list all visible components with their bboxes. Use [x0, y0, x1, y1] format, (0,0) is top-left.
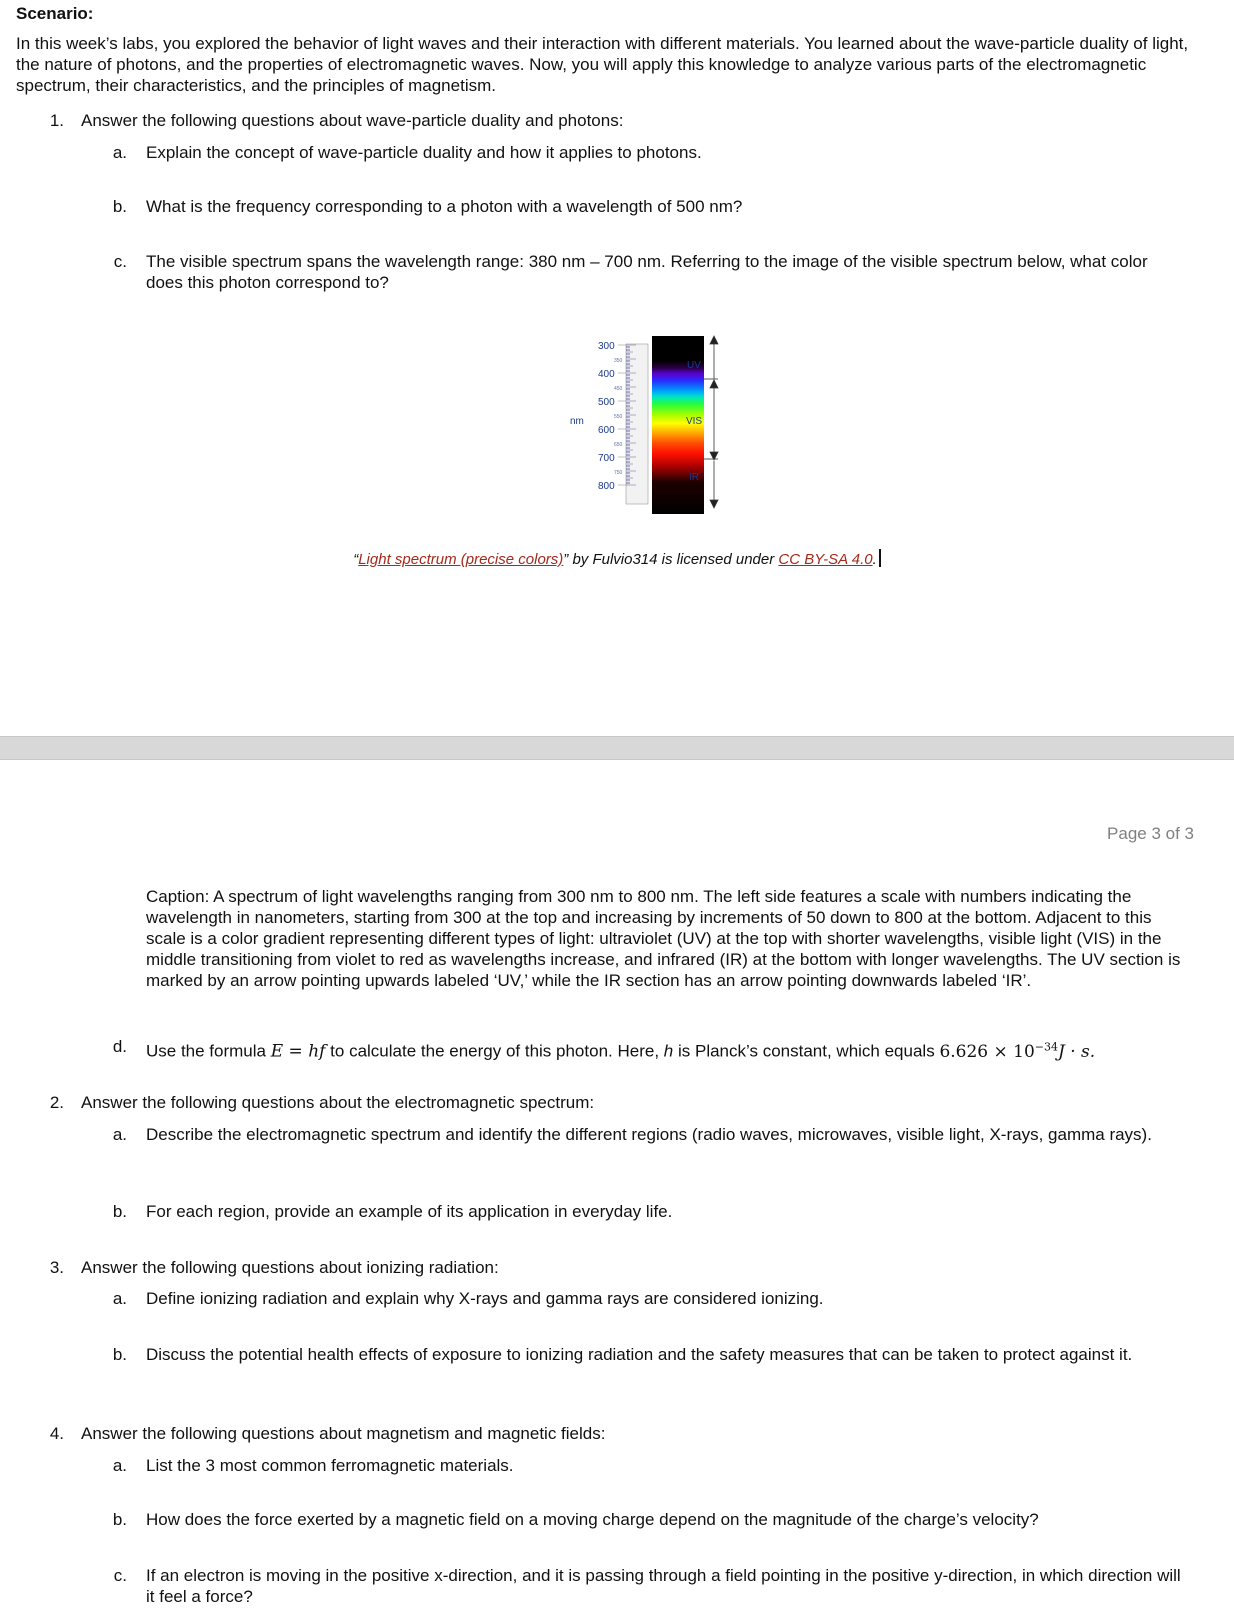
tick-label-600: 600: [598, 425, 615, 436]
q4b-text: How does the force exerted by a magnetic field on a moving charge depend on the magnitude of the charge’s velocity?: [146, 1510, 1039, 1529]
q1a-text: Explain the concept of wave-particle duality and how it applies to photons.: [146, 143, 702, 162]
q4b-letter: b.: [112, 1510, 127, 1529]
q3b-letter: b.: [112, 1345, 127, 1364]
tick-label-350: 350: [614, 358, 623, 364]
q4a-text: List the 3 most common ferromagnetic materials.: [146, 1456, 514, 1475]
attribution-license-link[interactable]: CC BY-SA 4.0: [778, 551, 873, 568]
q1d-formula: E = hf: [270, 1041, 326, 1062]
q4-text: Answer the following questions about magnetism and magnetic fields:: [81, 1424, 606, 1443]
q3b-text: Discuss the potential health effects of exposure to ionizing radiation and the safety measures that can be taken to protect against it.: [146, 1345, 1133, 1364]
tick-label-550: 550: [614, 414, 623, 420]
q3a-letter: a.: [112, 1289, 127, 1308]
spectrum-figure: [570, 336, 750, 526]
ir-arrow-down-icon: [710, 500, 718, 508]
q1d-text: [146, 1036, 1186, 1063]
attribution-open-quote: “: [353, 551, 359, 568]
page-separator: [0, 736, 1234, 760]
q1d-constant: $6.626 \times 10^{-34}J \cdot s$.: [939, 1040, 1096, 1062]
tick-label-750: 750: [614, 470, 623, 476]
attribution-title-link[interactable]: Light spectrum (precise colors): [358, 551, 564, 568]
tick-label-700: 700: [598, 453, 615, 464]
attribution-mid: ” by Fulvio314 is licensed under: [563, 551, 779, 568]
vis-arrow-up-icon: [710, 380, 718, 388]
spectrum-svg: [570, 336, 750, 526]
tick-label-400: 400: [598, 369, 615, 380]
q1c-letter: c.: [113, 252, 127, 271]
uv-arrow-up-icon: [710, 336, 718, 344]
tick-label-500: 500: [598, 397, 615, 408]
q1c-text: The visible spectrum spans the wavelength range: 380 nm – 700 nm. Referring to the image of the visible spectrum below, what color does this photon correspond to?: [146, 252, 1148, 292]
q1d-text-after: to calculate the energy of this photon. Here,: [330, 1041, 660, 1061]
q4c-text: If an electron is moving in the positive x-direction, and it is passing through a field pointing in the positive y-direction, in which direction will it feel a force?: [146, 1566, 1181, 1606]
q2b-letter: b.: [112, 1202, 127, 1221]
ruler-strip: [626, 344, 648, 504]
figure-caption: Caption: A spectrum of light wavelengths ranging from 300 nm to 800 nm. The left side features a scale with numbers indicating the wavelength in nanometers, starting from 300 at the top and increasing by increments of 50 down to 800 at the bottom. Adjacent to this scale is a color gradient representing different types of light: ultraviolet (UV) at the top with shorter wavelengths, visible light (VIS) in the middle transitioning from violet to red as wavelengths increase, and infrared (IR) at the bottom with longer wavelengths. The UV section is marked by an arrow pointing upwards labeled ‘UV,’ while the IR section has an arrow pointing downwards labeled ‘IR’.: [146, 887, 1181, 990]
attribution-end: .: [872, 551, 877, 568]
q1d-h-symbol: h: [663, 1041, 674, 1061]
q1-text: Answer the following questions about wave-particle duality and photons:: [81, 111, 624, 130]
figure-attribution: [0, 549, 1234, 570]
q1d-letter: d.: [112, 1037, 127, 1056]
q1-number: 1.: [49, 111, 64, 130]
page-number: Page 3 of 3: [1107, 824, 1194, 843]
tick-label-650: 650: [614, 442, 623, 448]
q1b-text: What is the frequency corresponding to a photon with a wavelength of 500 nm?: [146, 197, 743, 216]
q1b-letter: b.: [112, 197, 127, 216]
q2-text: Answer the following questions about the electromagnetic spectrum:: [81, 1093, 595, 1112]
q4a-letter: a.: [112, 1456, 127, 1475]
q3-number: 3.: [49, 1258, 64, 1277]
q1a-letter: a.: [112, 143, 127, 162]
tick-label-300: 300: [598, 341, 615, 352]
tick-label-800: 800: [598, 481, 615, 492]
tick-label-450: 450: [614, 386, 623, 392]
q1d-text-before: Use the formula: [146, 1041, 266, 1061]
q4c-letter: c.: [113, 1566, 127, 1585]
q3-text: Answer the following questions about ionizing radiation:: [81, 1258, 499, 1277]
text-cursor: [879, 549, 881, 567]
q2a-text: Describe the electromagnetic spectrum and identify the different regions (radio waves, microwaves, visible light, X-rays, gamma rays).: [146, 1125, 1152, 1144]
unit-label: nm: [570, 416, 584, 427]
q2b-text: For each region, provide an example of its application in everyday life.: [146, 1202, 673, 1221]
scenario-intro: In this week’s labs, you explored the behavior of light waves and their interaction with different materials. You learned about the wave-particle duality of light, the nature of photons, and the properties of electromagnetic waves. Now, you will apply this knowledge to analyze various parts of the electromagnetic spectrum, their characteristics, and the principles of magnetism.: [16, 34, 1189, 95]
region-label-vis: VIS: [685, 416, 703, 427]
q2a-letter: a.: [112, 1125, 127, 1144]
region-label-uv: UV: [687, 360, 701, 371]
q3a-text: Define ionizing radiation and explain why X-rays and gamma rays are considered ionizing.: [146, 1289, 824, 1308]
q1d-text-after2: is Planck’s constant, which equals: [677, 1041, 935, 1061]
region-label-ir: IR: [689, 472, 699, 483]
q2-number: 2.: [49, 1093, 64, 1112]
scenario-heading: Scenario:: [16, 4, 94, 23]
q4-number: 4.: [49, 1424, 64, 1443]
